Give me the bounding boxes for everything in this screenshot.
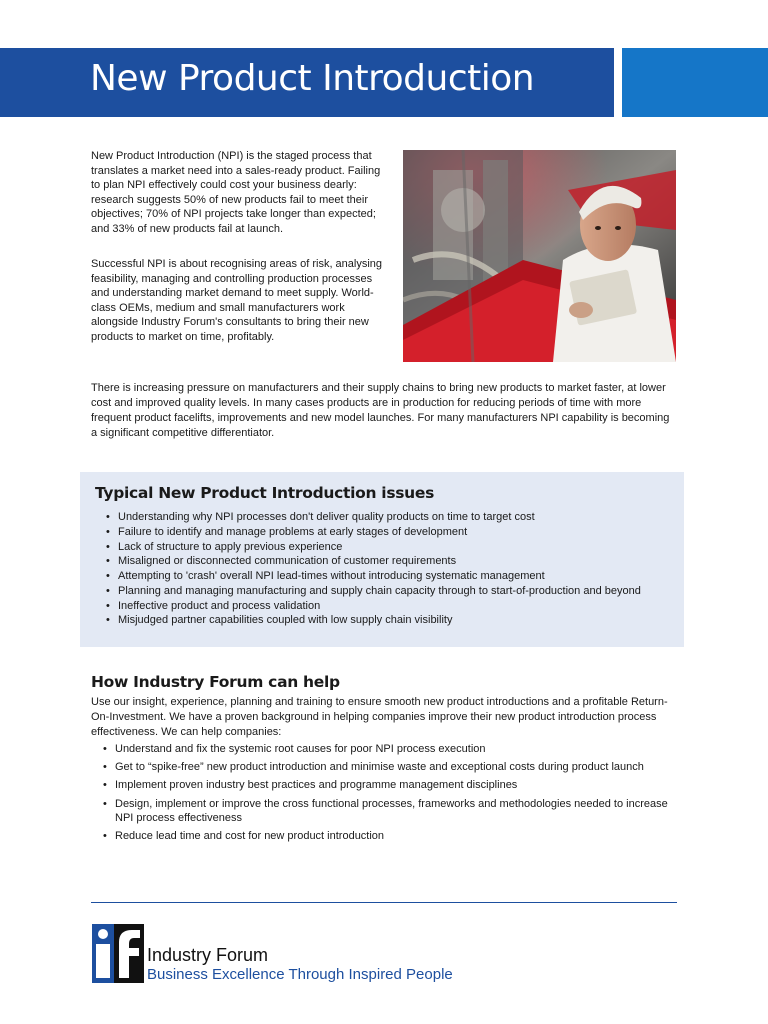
help-heading: How Industry Forum can help	[91, 673, 340, 691]
help-list	[103, 742, 683, 847]
industry-forum-logo	[92, 924, 144, 983]
page-title: New Product Introduction	[90, 58, 535, 99]
intro-paragraph-2: Successful NPI is about recognising areas of risk, analysing feasibility, managing and controlling production processes and understanding market demand to meet supply. World-class OEMs, medium and small manufacturers work alongside Industry Forum's consultants to bring their new products to market on time, profitably.	[91, 258, 383, 343]
list-item: • Failure to identify and manage problems at early stages of development	[106, 525, 680, 540]
list-item: • Understanding why NPI processes don't deliver quality products on time to target cost	[106, 510, 680, 525]
intro-paragraph-1: New Product Introduction (NPI) is the staged process that translates a market need into a sales-ready product. Failing to plan NPI effectively could cost your business dearly: research suggests 50% of new products fail to meet their objectives; 70% of NPI projects take longer than expected; and 33% of new products fail at launch.	[91, 150, 381, 235]
issues-list	[106, 510, 680, 628]
list-item: • Misaligned or disconnected communication of customer requirements	[106, 554, 680, 569]
list-item: • Attempting to 'crash' overall NPI lead-times without introducing systematic management	[106, 569, 680, 584]
issues-heading: Typical New Product Introduction issues	[95, 484, 435, 502]
list-item: • Understand and fix the systemic root causes for poor NPI process execution	[103, 742, 683, 756]
list-item: • Ineffective product and process validation	[106, 599, 680, 614]
list-item: • Design, implement or improve the cross functional processes, frameworks and methodologies needed to increase NPI process effectiveness	[103, 797, 683, 825]
company-name: Industry Forum	[147, 945, 269, 965]
help-intro-paragraph: Use our insight, experience, planning and training to ensure smooth new product introductions and a profitable Return-On-Investment. We have a proven background in helping companies improve their new product introduction process effectiveness. We can help companies:	[91, 696, 668, 738]
company-tagline: Business Excellence Through Inspired People	[147, 966, 453, 983]
list-item: • Reduce lead time and cost for new product introduction	[103, 829, 683, 843]
list-item: • Get to “spike-free” new product introduction and minimise waste and exceptional costs during product launch	[103, 760, 683, 774]
footer-divider	[91, 902, 677, 903]
pressure-paragraph: There is increasing pressure on manufacturers and their supply chains to bring new products to market faster, at lower cost and improved quality levels. In many cases products are in production for reducing periods of time with more frequent product facelifts, improvements and new model launches. For many manufacturers NPI capability is becoming a significant competitive differentiator.	[91, 382, 670, 439]
list-item: • Planning and managing manufacturing and supply chain capacity through to start-of-production and beyond	[106, 584, 680, 599]
list-item: • Lack of structure to apply previous experience	[106, 540, 680, 555]
list-item: • Misjudged partner capabilities coupled with low supply chain visibility	[106, 613, 680, 628]
list-item: • Implement proven industry best practices and programme management disciplines	[103, 778, 683, 792]
header-accent-block	[622, 48, 768, 117]
engineer-inspection-photo	[403, 150, 676, 362]
